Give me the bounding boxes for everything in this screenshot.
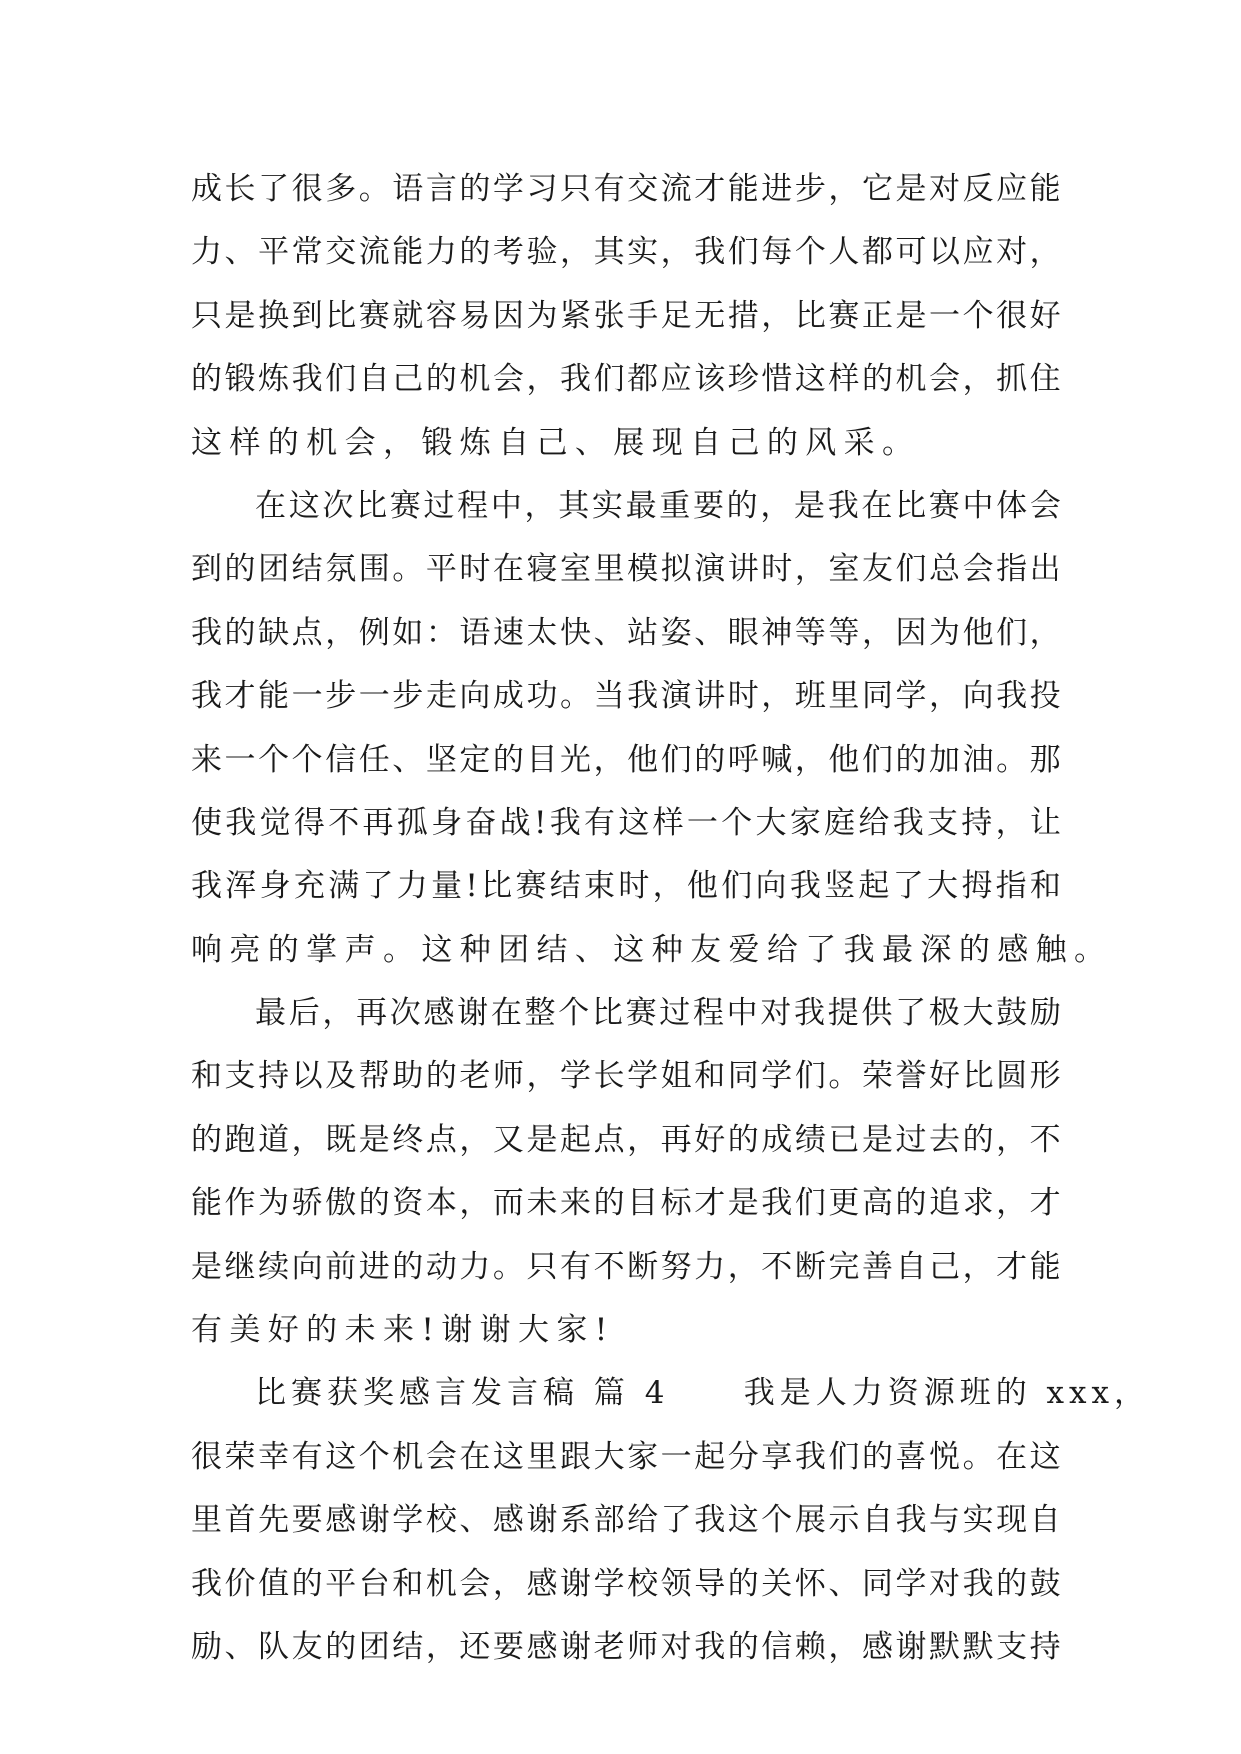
text-line	[191, 1362, 1151, 1425]
text-line: 力 、 平 常 交 流 能 力 的 考 验 ， 其 实 ， 我 们 每 个 人 都 可 以 应 对 ，	[191, 234, 1061, 271]
text-line: 到 的 团 结 氛 围 。 平 时 在 寝 室 里 模 拟 演 讲 时 ， 室 友 们 总 会 指 出	[191, 551, 1061, 588]
text-line: 最 后 ， 再 次 感 谢 在 整 个 比 赛 过 程 中 对 我 提 供 了 极 大 鼓 励	[255, 995, 1061, 1032]
text-line: 的 跑 道 ， 既 是 终 点 ， 又 是 起 点 ， 再 好 的 成 绩 已 是 过 去 的 ， 不	[191, 1121, 1061, 1158]
line-text: 比赛获奖感言发言稿 篇 4 我是人力资源班的 xxx，	[255, 1375, 1151, 1412]
text-line: 很 荣 幸 有 这 个 机 会 在 这 里 跟 大 家 一 起 分 享 我 们 的 喜 悦 。 在 这	[191, 1438, 1061, 1475]
text-line: 里 首 先 要 感 谢 学 校 、 感 谢 系 部 给 了 我 这 个 展 示 自 我 与 实 现 自	[191, 1502, 1061, 1539]
text-line: 我 价 值 的 平 台 和 机 会 ， 感 谢 学 校 领 导 的 关 怀 、 同 学 对 我 的 鼓	[191, 1565, 1061, 1602]
text-line: 来 一 个 个 信 任 、 坚 定 的 目 光 ， 他 们 的 呼 喊 ， 他 们 的 加 油 。 那	[191, 741, 1061, 778]
text-line: 在 这 次 比 赛 过 程 中 ， 其 实 最 重 要 的 ， 是 我 在 比 赛 中 体 会	[255, 487, 1061, 524]
text-line: 我 的 缺 点 ， 例 如 ： 语 速 太 快 、 站 姿 、 眼 神 等 等 ， 因 为 他 们 ，	[191, 614, 1061, 651]
text-line: 能 作 为 骄 傲 的 资 本 ， 而 未 来 的 目 标 才 是 我 们 更 高 的 追 求 ， 才	[191, 1185, 1061, 1222]
text-line: 励 、 队 友 的 团 结 ， 还 要 感 谢 老 师 对 我 的 信 赖 ， 感 谢 默 默 支 持	[191, 1628, 1061, 1665]
text-line: 有 美 好 的 未 来 ! 谢 谢 大 家 !	[191, 1312, 608, 1349]
text-line: 是 继 续 向 前 进 的 动 力 。 只 有 不 断 努 力 ， 不 断 完 善 自 己 ， 才 能	[191, 1248, 1061, 1285]
text-line: 使 我 觉 得 不 再 孤 身 奋 战 ! 我 有 这 样 一 个 大 家 庭 给 我 支 持 ， 让	[191, 804, 1061, 841]
text-line: 我 浑 身 充 满 了 力 量 ! 比 赛 结 束 时 ， 他 们 向 我 竖 起 了 大 拇 指 和	[191, 868, 1061, 905]
document-body	[191, 158, 1151, 1679]
text-line: 只 是 换 到 比 赛 就 容 易 因 为 紧 张 手 足 无 措 ， 比 赛 正 是 一 个 很 好	[191, 297, 1061, 334]
text-line: 和 支 持 以 及 帮 助 的 老 师 ， 学 长 学 姐 和 同 学 们 。 荣 誉 好 比 圆 形	[191, 1058, 1061, 1095]
text-line: 这 样 的 机 会 ， 锻 炼 自 己 、 展 现 自 己 的 风 采 。	[191, 424, 914, 461]
text-line: 响 亮 的 掌 声 。 这 种 团 结 、 这 种 友 爱 给 了 我 最 深 的 感 触 。	[191, 931, 1105, 968]
text-line: 的 锻 炼 我 们 自 己 的 机 会 ， 我 们 都 应 该 珍 惜 这 样 的 机 会 ， 抓 住	[191, 361, 1061, 398]
text-line: 成 长 了 很 多 。 语 言 的 学 习 只 有 交 流 才 能 进 步 ， 它 是 对 反 应 能	[191, 171, 1061, 207]
text-line: 我 才 能 一 步 一 步 走 向 成 功 。 当 我 演 讲 时 ， 班 里 同 学 ， 向 我 投	[191, 678, 1061, 715]
